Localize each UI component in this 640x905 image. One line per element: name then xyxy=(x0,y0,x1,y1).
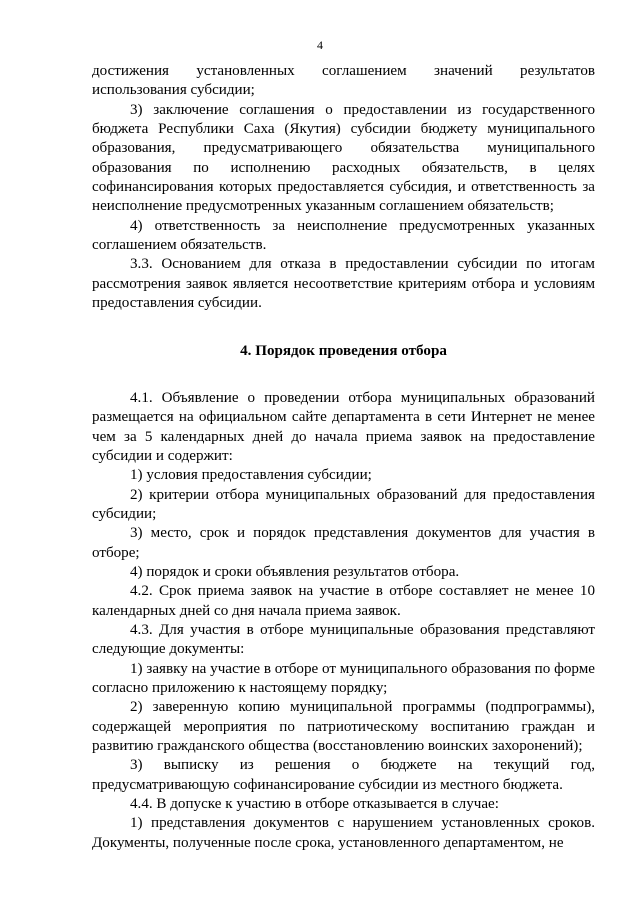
paragraph: 4) ответственность за неисполнение предусмотренных указанных соглашением обязательств. xyxy=(92,217,595,254)
paragraph: 3.3. Основанием для отказа в предоставлении субсидии по итогам рассмотрения заявок является несоответствие критериям отбора и условиям предоставления субсидии. xyxy=(92,256,595,312)
paragraph: 1) представления документов с нарушением установленных сроков. Документы, полученные после срока, установленного департаментом, не xyxy=(92,815,595,851)
paragraphs-bottom xyxy=(92,389,595,853)
section-heading: 4. Порядок проведения отбора xyxy=(240,343,447,360)
paragraph: 2) критерии отбора муниципальных образований для предоставления субсидии; xyxy=(92,486,595,522)
paragraph: 1) условия предоставления субсидии; xyxy=(130,467,372,484)
paragraph: 3) место, срок и порядок представления документов для участия в отборе; xyxy=(92,525,595,561)
paragraphs-top xyxy=(92,62,595,313)
document-body xyxy=(92,62,595,853)
paragraph: 4.1. Объявление о проведении отбора муниципальных образований размещается на официальном сайте департамента в сети Интернет не менее чем за 5 календарных дней до начала приема заявок на предоставление субсидии и содержит: xyxy=(92,389,595,464)
paragraph: 3) выписку из решения о бюджете на текущий год, предусматривающую софинансирование субсидии из местного бюджета. xyxy=(92,757,595,793)
paragraph: 4.4. В допуске к участию в отборе отказывается в случае: xyxy=(130,796,499,813)
paragraph: 1) заявку на участие в отборе от муниципального образования по форме согласно приложению к настоящему порядку; xyxy=(92,660,595,696)
paragraph: 3) заключение соглашения о предоставлении из государственного бюджета Республики Саха (Якутия) субсидии бюджету муниципального образования, предусматривающего обязательства муниципального образования по исполнению расходных обязательств, в целях софинансирования которых предоставляется субсидия, и ответственность за неисполнение предусмотренных указанным соглашением обязательств; xyxy=(92,101,595,215)
paragraph: 4) порядок и сроки объявления результатов отбора. xyxy=(130,563,460,580)
paragraph: 4.3. Для участия в отборе муниципальные образования представляют следующие документы: xyxy=(92,621,595,658)
page-number: 4 xyxy=(317,38,323,52)
paragraph: 4.2. Срок приема заявок на участие в отборе составляет не менее 10 календарных дней со дня начала приема заявок. xyxy=(92,583,595,619)
paragraph: достижения установленных соглашением значений результатов использования субсидии; xyxy=(92,63,595,99)
paragraph: 2) заверенную копию муниципальной программы (подпрограммы), содержащей мероприятия по патриотическому воспитанию граждан и развитию гражданского общества (восстановлению воинских захоронений); xyxy=(92,699,595,754)
